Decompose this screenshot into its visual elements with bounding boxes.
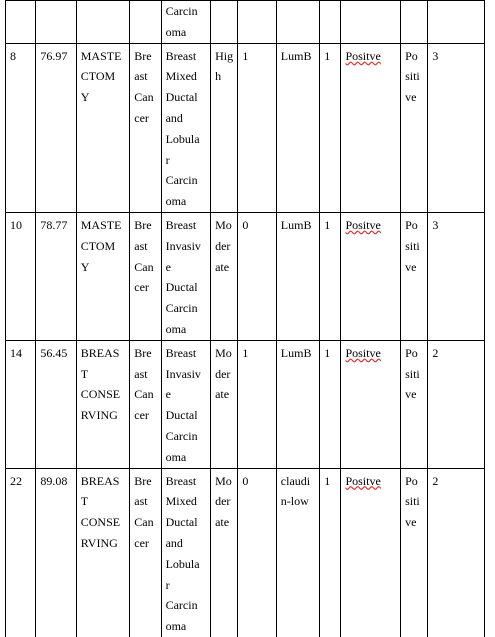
cell-histology	[161, 468, 211, 637]
cell-disease	[130, 340, 161, 468]
cell-text: Invasiv	[165, 238, 201, 253]
cell-disease	[130, 468, 161, 637]
cell-text: cer	[134, 110, 149, 125]
cell-text: 78.77	[40, 217, 68, 232]
cell-grade	[211, 43, 238, 212]
cell-subtype	[276, 468, 319, 637]
cell-text: der	[215, 238, 231, 253]
cell-text: oma	[165, 619, 187, 634]
misspelled-text: Positve	[345, 48, 381, 63]
cell-text: Po	[405, 48, 418, 63]
cell-text: 1	[242, 345, 249, 360]
cell-status-b	[401, 212, 428, 340]
cell-text: 3	[432, 48, 439, 63]
cell-id	[6, 212, 36, 340]
table-cell-histology	[161, 1, 211, 44]
cell-text: 8	[10, 48, 16, 63]
cell-text: Po	[405, 473, 418, 488]
cell-text: 3	[432, 217, 439, 232]
cell-text: cer	[134, 408, 149, 423]
cell-text: 1	[324, 217, 331, 232]
cell-text: r	[165, 577, 170, 592]
cell-text: LumB	[280, 217, 312, 232]
cell-text: e	[165, 259, 171, 274]
cell-subtype	[276, 43, 319, 212]
cell-text: 1	[324, 473, 331, 488]
misspelled-text: Positve	[345, 473, 381, 488]
cell-grade	[211, 212, 238, 340]
cell-text: MASTE	[80, 217, 122, 232]
cell-text: der	[215, 494, 231, 509]
cell-text: Lobula	[165, 556, 200, 571]
cell-text: 14	[10, 345, 22, 360]
cell-text: 22	[10, 473, 22, 488]
cell-text: cer	[134, 280, 149, 295]
cell-text: T	[80, 366, 89, 381]
cell-text: ve	[405, 259, 417, 274]
cell-text: oma	[165, 449, 187, 464]
cell-id	[6, 340, 36, 468]
cell-text: Mo	[215, 345, 232, 360]
cell-g2	[320, 340, 341, 468]
cell-text: Can	[134, 387, 154, 402]
cell-g2	[320, 468, 341, 637]
cell-text: 76.97	[40, 48, 68, 63]
cell-text: claudi	[280, 473, 311, 488]
cell-text: T	[80, 494, 89, 509]
cell-g1	[238, 340, 276, 468]
cell-text: Lobula	[165, 131, 200, 146]
cell-text: Bre	[134, 217, 152, 232]
cell-text: Ductal	[165, 515, 198, 530]
cell-text: Po	[405, 217, 418, 232]
cell-text: Can	[134, 515, 154, 530]
table-cell	[36, 1, 76, 44]
cell-text: r	[165, 152, 170, 167]
cell-text: 10	[10, 217, 22, 232]
cell-disease	[130, 43, 161, 212]
misspelled-text: Positve	[345, 217, 381, 232]
cell-text: Po	[405, 345, 418, 360]
cell-histology	[161, 212, 211, 340]
cell-text: siti	[405, 238, 420, 253]
cell-text: Carcin	[165, 301, 198, 316]
cell-text: oma	[165, 321, 187, 336]
cell-text: Ductal	[165, 90, 198, 105]
cell-text: CONSE	[80, 515, 121, 530]
cell-text: CONSE	[80, 387, 121, 402]
table-cell	[238, 1, 276, 44]
cell-text: n-low	[280, 494, 309, 509]
table-cell	[276, 1, 319, 44]
cell-text: Mixed	[165, 69, 197, 84]
cell-text: ast	[134, 69, 148, 84]
cell-disease	[130, 212, 161, 340]
cell-text: ve	[405, 387, 417, 402]
cell-surgery	[76, 340, 130, 468]
cell-text: 1	[324, 48, 331, 63]
cell-text: Can	[134, 259, 154, 274]
cell-subtype	[276, 212, 319, 340]
cell-text: e	[165, 387, 171, 402]
cell-last	[428, 340, 485, 468]
cell-status-b	[401, 340, 428, 468]
cell-grade	[211, 340, 238, 468]
cell-text: MASTE	[80, 48, 122, 63]
cell-value	[36, 43, 76, 212]
cell-text: oma	[165, 24, 187, 39]
cell-text: 1	[324, 345, 331, 360]
cell-text: 89.08	[40, 473, 68, 488]
cell-g2	[320, 43, 341, 212]
cell-text: der	[215, 366, 231, 381]
cell-text: ast	[134, 366, 148, 381]
cell-text: 2	[432, 345, 439, 360]
cell-text: RVING	[80, 535, 118, 550]
cell-text: Breast	[165, 217, 197, 232]
cell-text: Carcin	[165, 4, 198, 18]
cell-g1	[238, 212, 276, 340]
table-row-carryover	[6, 1, 485, 44]
cell-id	[6, 468, 36, 637]
cell-text: CTOM	[80, 238, 116, 253]
cell-text: Ductal	[165, 280, 198, 295]
cell-id	[6, 43, 36, 212]
table-row	[6, 468, 485, 637]
cell-text: ate	[215, 387, 230, 402]
cell-text: Mixed	[165, 494, 197, 509]
cell-text: ve	[405, 90, 417, 105]
cell-text: Bre	[134, 473, 152, 488]
cell-status-b	[401, 468, 428, 637]
cell-histology	[161, 340, 211, 468]
cell-text: Mo	[215, 473, 232, 488]
table-cell	[6, 1, 36, 44]
table-row	[6, 212, 485, 340]
cell-subtype	[276, 340, 319, 468]
cell-text: and	[165, 535, 183, 550]
cell-text: siti	[405, 69, 420, 84]
cell-text: Y	[80, 259, 90, 274]
cell-text: oma	[165, 194, 187, 209]
cell-surgery	[76, 43, 130, 212]
cell-text: BREAS	[80, 345, 120, 360]
cell-value	[36, 212, 76, 340]
cell-text: Carcin	[165, 598, 198, 613]
cell-last	[428, 212, 485, 340]
cell-status-a	[341, 212, 401, 340]
table-cell	[211, 1, 238, 44]
cell-text: siti	[405, 494, 420, 509]
cell-text: ate	[215, 259, 230, 274]
cell-last	[428, 468, 485, 637]
cell-text: ast	[134, 238, 148, 253]
table-cell	[401, 1, 428, 44]
cell-last	[428, 43, 485, 212]
cell-text: 1	[242, 48, 249, 63]
cell-text: LumB	[280, 345, 312, 360]
cell-text: Carcin	[165, 428, 198, 443]
cell-text: cer	[134, 535, 149, 550]
table-cell	[76, 1, 130, 44]
cell-text: 0	[242, 473, 249, 488]
table-row	[6, 340, 485, 468]
cell-value	[36, 468, 76, 637]
cell-text: Breast	[165, 473, 197, 488]
cell-text: Bre	[134, 48, 152, 63]
cell-surgery	[76, 468, 130, 637]
cell-status-a	[341, 340, 401, 468]
cell-text: BREAS	[80, 473, 120, 488]
cell-text: ast	[134, 494, 148, 509]
cell-text: RVING	[80, 408, 118, 423]
cell-text: Breast	[165, 345, 197, 360]
cell-text: h	[215, 69, 222, 84]
cell-text: Mo	[215, 217, 232, 232]
cell-status-b	[401, 43, 428, 212]
cell-text: and	[165, 110, 183, 125]
cell-status-a	[341, 43, 401, 212]
cell-text: 0	[242, 217, 249, 232]
cell-text: CTOM	[80, 69, 116, 84]
table-cell	[428, 1, 485, 44]
cell-text: Breast	[165, 48, 197, 63]
cell-text: ate	[215, 515, 230, 530]
cell-g2	[320, 212, 341, 340]
cell-text: Bre	[134, 345, 152, 360]
table-cell	[341, 1, 401, 44]
cell-text: Carcin	[165, 173, 198, 188]
cell-text: Hig	[215, 48, 234, 63]
cell-grade	[211, 468, 238, 637]
data-table	[5, 0, 485, 637]
cell-g1	[238, 43, 276, 212]
cell-text: Ductal	[165, 408, 198, 423]
cell-text: siti	[405, 366, 420, 381]
table-cell	[320, 1, 341, 44]
cell-text: Y	[80, 90, 90, 105]
cell-text: LumB	[280, 48, 312, 63]
table-cell	[130, 1, 161, 44]
misspelled-text: Positve	[345, 345, 381, 360]
table-row	[6, 43, 485, 212]
cell-text: Can	[134, 90, 154, 105]
cell-status-a	[341, 468, 401, 637]
cell-histology	[161, 43, 211, 212]
cell-g1	[238, 468, 276, 637]
cell-text: 56.45	[40, 345, 68, 360]
cell-text: ve	[405, 515, 417, 530]
cell-text: 2	[432, 473, 439, 488]
cell-text: Invasiv	[165, 366, 201, 381]
cell-value	[36, 340, 76, 468]
cell-surgery	[76, 212, 130, 340]
